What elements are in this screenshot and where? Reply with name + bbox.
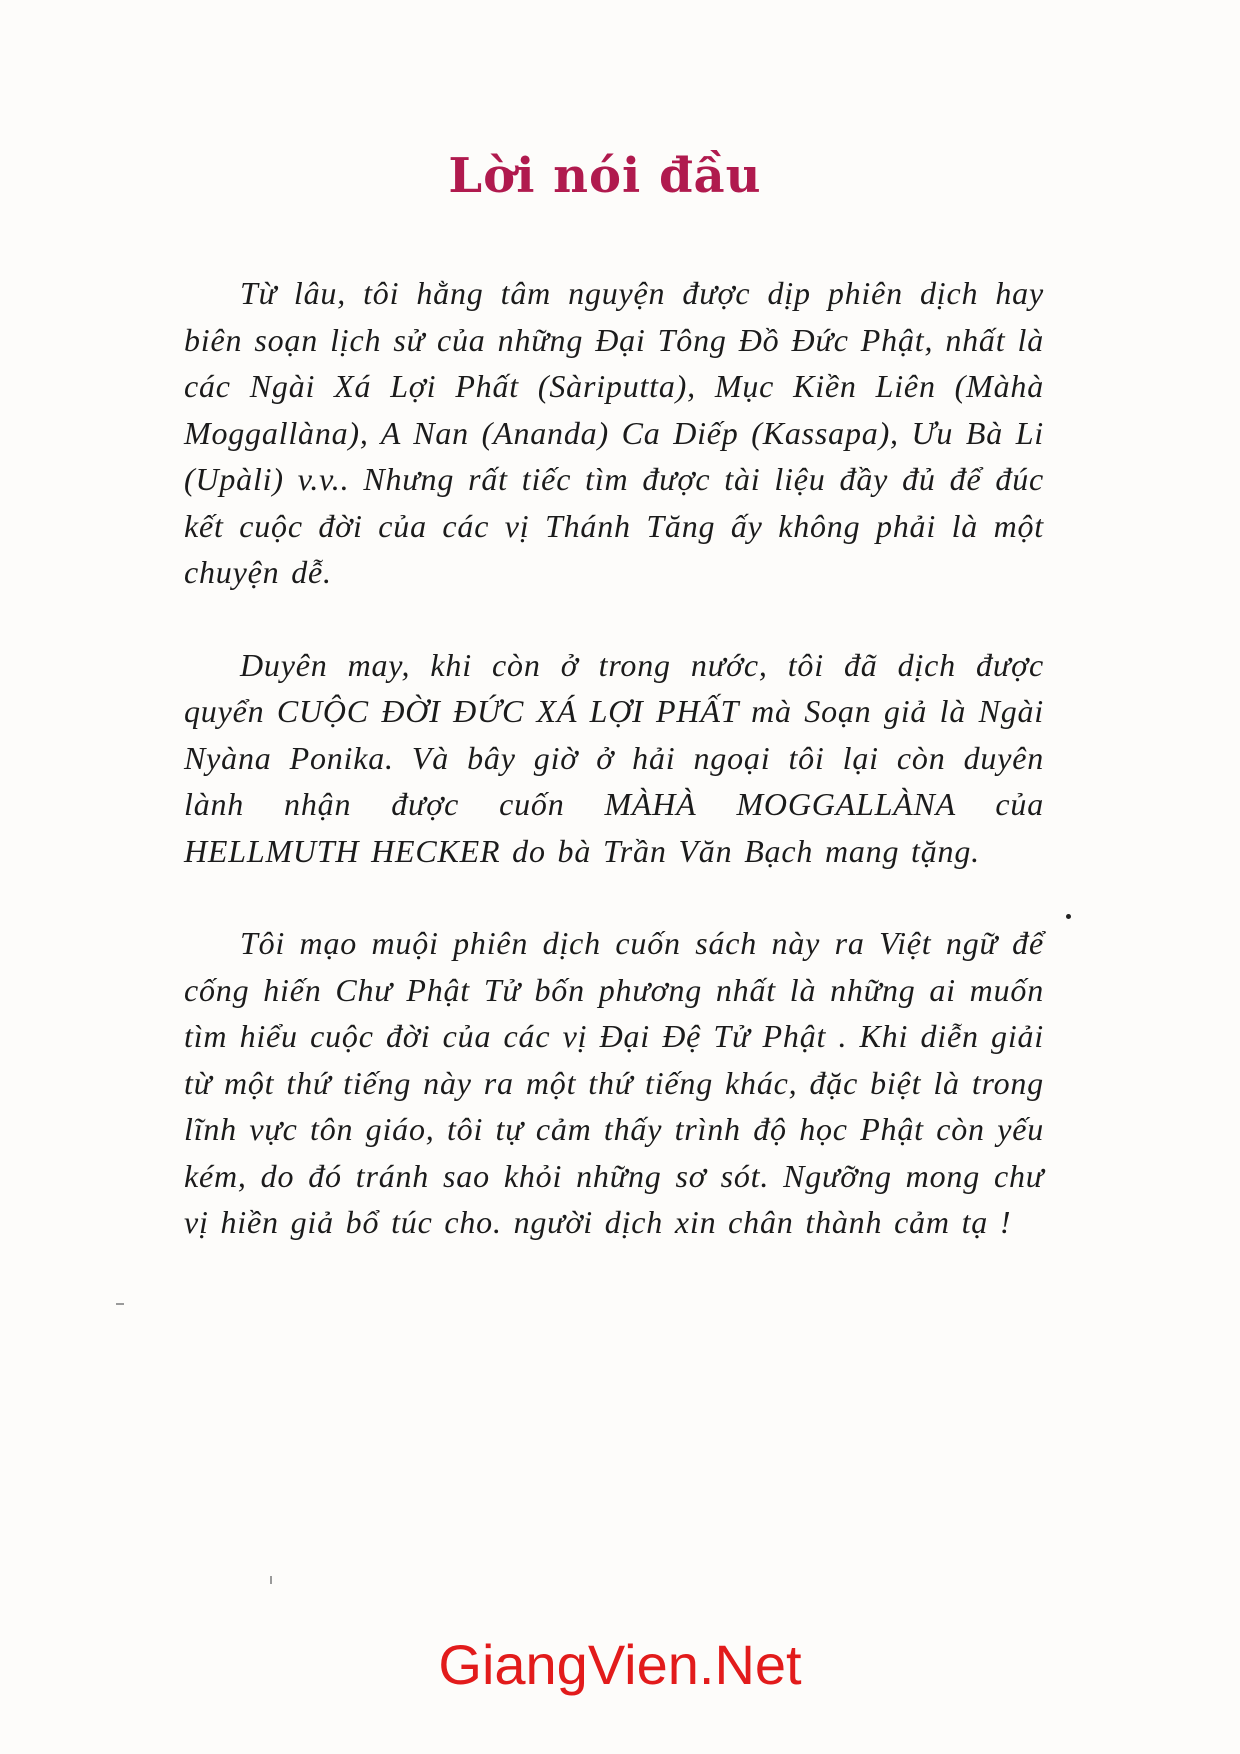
document-body bbox=[184, 270, 1044, 1292]
scan-speck bbox=[1066, 914, 1071, 919]
scan-mark bbox=[270, 1576, 272, 1584]
page-title: Lời nói đầu bbox=[448, 148, 762, 204]
watermark-logo: GiangVien.Net bbox=[438, 1633, 802, 1696]
paragraph-2: Duyên may, khi còn ở trong nước, tôi đã dịch được quyển CUỘC ĐỜI ĐỨC XÁ LỢI PHẤT mà Soạn giả là Ngài Nyàna Ponika. Và bây giờ ở hải ngoại tôi lại còn duyên lành nhận được cuốn MÀHÀ MOGGALLÀNA của HELLMUTH HECKER do bà Trần Văn Bạch mang tặng. bbox=[184, 646, 1044, 869]
scan-mark bbox=[116, 1303, 124, 1305]
paragraph-3: Tôi mạo muội phiên dịch cuốn sách này ra Việt ngữ để cống hiến Chư Phật Tử bốn phương nhất là những ai muốn tìm hiểu cuộc đời của các vị Đại Đệ Tử Phật . Khi diễn giải từ một thứ tiếng này ra một thứ tiếng khác, đặc biệt là trong lĩnh vực tôn giáo, tôi tự cảm thấy trình độ học Phật còn yếu kém, do đó tránh sao khỏi những sơ sót. Ngưỡng mong chư vị hiền giả bổ túc cho. người dịch xin chân thành cảm tạ ! bbox=[184, 925, 1044, 1240]
paragraph-1: Từ lâu, tôi hằng tâm nguyện được dịp phiên dịch hay biên soạn lịch sử của những Đại Tông Đồ Đức Phật, nhất là các Ngài Xá Lợi Phất (Sàriputta), Mục Kiền Liên (Màhà Moggallàna), A Nan (Ananda) Ca Diếp (Kassapa), Ưu Bà Li (Upàli) v.v.. Nhưng rất tiếc tìm được tài liệu đầy đủ để đúc kết cuộc đời của các vị Thánh Tăng ấy không phải là một chuyện dễ. bbox=[184, 275, 1044, 590]
